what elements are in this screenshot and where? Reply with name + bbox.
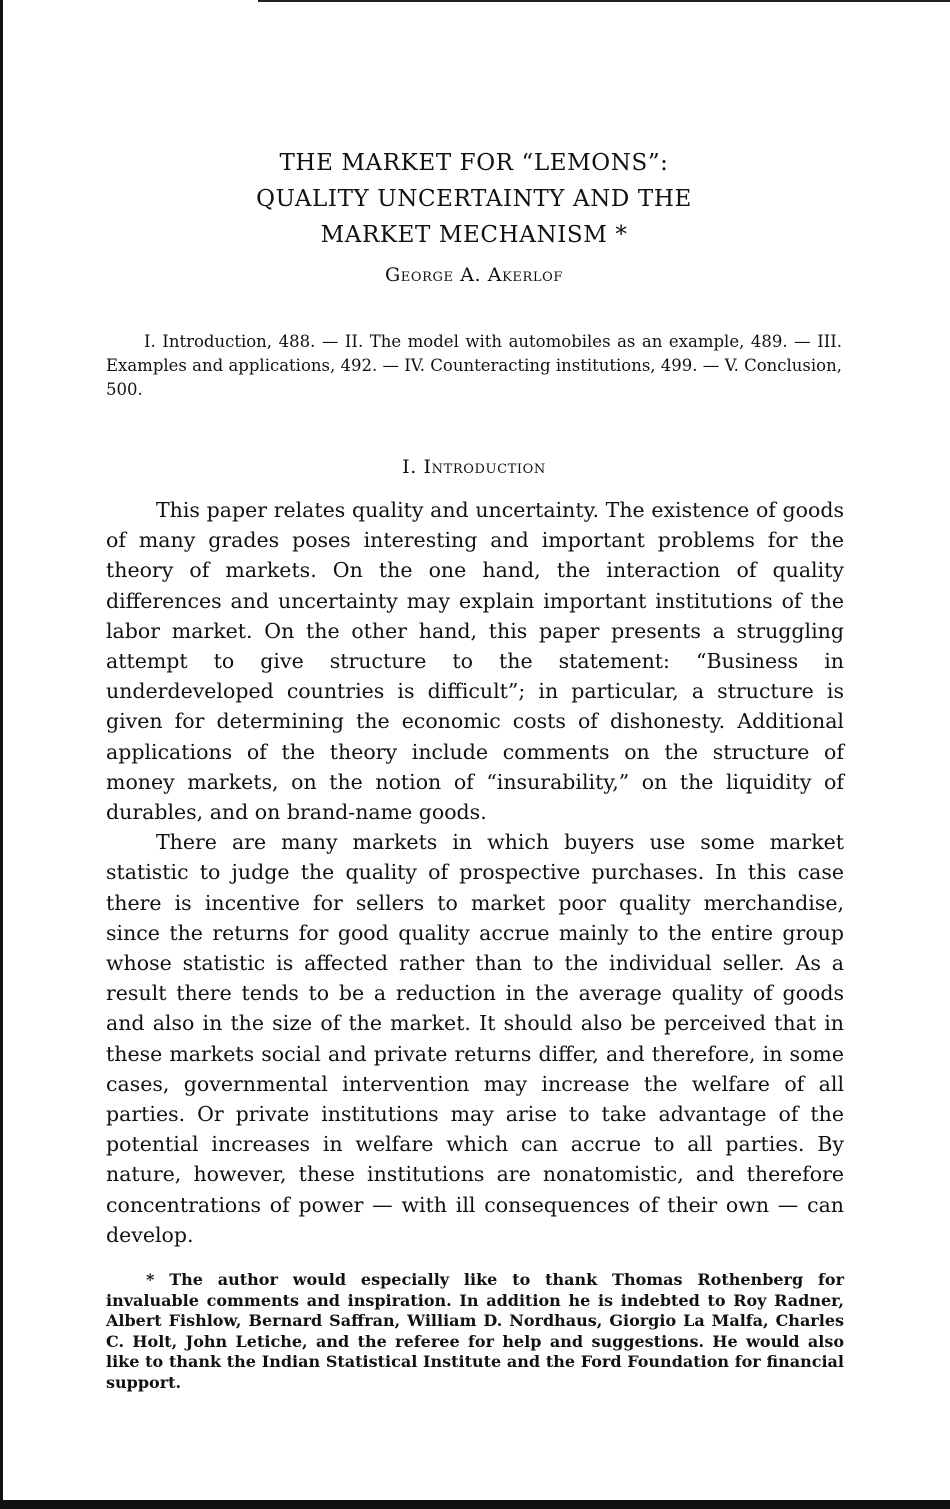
section-heading-introduction: I. Introduction <box>402 456 546 478</box>
author-name: George A. Akerlof <box>384 264 564 286</box>
page-bottom-edge <box>0 1500 950 1509</box>
table-of-contents: I. Introduction, 488. — II. The model with automobiles as an example, 489. — III. Examples and applications, 492. — IV. Counteracting institutions, 499. — V. Conclusion, 500. <box>106 332 842 399</box>
footnote: * The author would especially like to thank Thomas Rothenberg for invaluable comments and inspiration. In addition he is indebted to Roy Radner, Albert Fishlow, Bernard Saffran, William D. Nordhaus, Giorgio La Malfa, Charles C. Holt, John Letiche, and the referee for help and suggestions. He would also like to thank the Indian Statistical Institute and the Ford Foundation for financial support. <box>106 1270 844 1392</box>
page-top-edge <box>258 0 950 2</box>
title-line-2: QUALITY UNCERTAINTY AND THE <box>256 186 692 212</box>
body-text <box>106 495 844 1250</box>
page-left-edge <box>0 0 3 1509</box>
title-line-1: THE MARKET FOR “LEMONS”: <box>279 150 669 176</box>
paper-title <box>108 145 840 253</box>
paragraph-1: This paper relates quality and uncertainty. The existence of goods of many grades poses interesting and important problems for the theory of markets. On the one hand, the interaction of quality differences and uncertainty may explain important institutions of the labor market. On the other hand, this paper presents a struggling attempt to give structure to the statement: “Business in underdeveloped countries is difficult”; in particular, a structure is given for determining the economic costs of dishonesty. Additional applications of the theory include comments on the structure of money markets, on the notion of “insurability,” on the liquidity of durables, and on brand-name goods. <box>106 498 844 825</box>
paragraph-2: There are many markets in which buyers use some market statistic to judge the quality of prospective purchases. In this case there is incentive for sellers to market poor quality merchandise, since the returns for good quality accrue mainly to the entire group whose statistic is affected rather than to the individual seller. As a result there tends to be a reduction in the average quality of goods and also in the size of the market. It should also be perceived that in these markets social and private returns differ, and therefore, in some cases, governmental intervention may increase the welfare of all parties. Or private institutions may arise to take advantage of the potential increases in welfare which can accrue to all parties. By nature, however, these institutions are nonatomistic, and therefore concentrations of power — with ill consequences of their own — can develop. <box>106 830 844 1247</box>
title-line-3: MARKET MECHANISM * <box>320 222 628 248</box>
